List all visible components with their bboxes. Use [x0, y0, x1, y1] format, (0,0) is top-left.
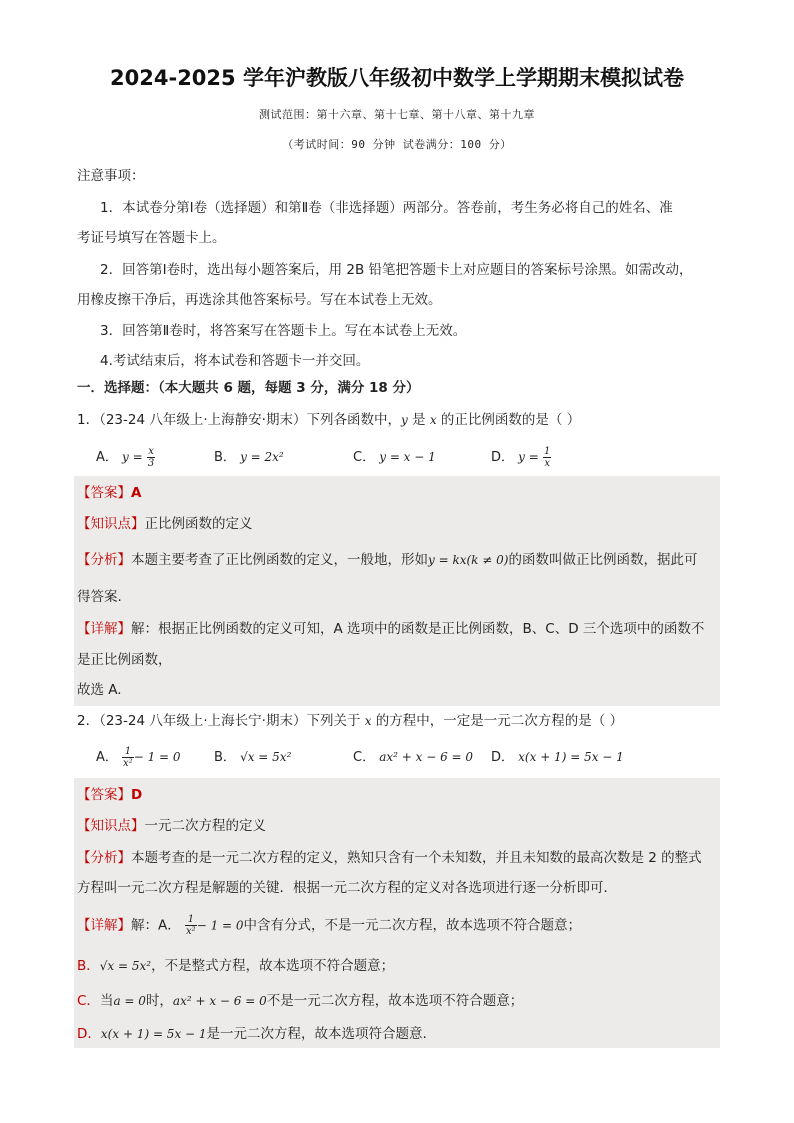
q2-option-a [96, 746, 181, 769]
q1-option-a-fraction [147, 446, 155, 469]
section-heading: 一．选择题：（本大题共 6 题，每题 3 分，满分 18 分） [77, 380, 420, 396]
q2-option-a-label: A． [96, 750, 118, 765]
q1-detail-a [77, 619, 717, 639]
q1-answer [77, 483, 717, 503]
q2-detail-a-fraction [185, 914, 197, 937]
q1-detail-text-a: 解：根据正比例函数的定义可知，A 选项中的函数是正比例函数，B、C、D 三个选项中的函数不 [131, 621, 705, 637]
q1-option-c-label: C． [353, 450, 376, 465]
q1-stem [77, 410, 717, 430]
q2-detail-c-label: C． [77, 993, 100, 1009]
q2-detail-c [77, 991, 717, 1011]
q2-knowledge-tag: 【知识点】 [77, 818, 145, 834]
q2-detail-a-den: x² [186, 926, 196, 937]
q2-detail-d-label: D． [77, 1026, 101, 1042]
q2-detail-c-post: 不是一元二次方程，故本选项不符合题意； [266, 993, 524, 1009]
q1-option-b-label: B． [214, 450, 236, 465]
q2-option-b-expr: √x = 5x² [240, 750, 292, 764]
exam-time: （考试时间：90 分钟 试卷满分：100 分） [282, 138, 512, 151]
q2-knowledge-value: 一元二次方程的定义 [144, 818, 266, 834]
page-title: 2024-2025 学年沪教版八年级初中数学上学期期末模拟试卷 [110, 66, 684, 90]
q2-detail-c-pre: 当 [99, 993, 114, 1009]
q2-detail-c-math1: a = 0 [113, 994, 146, 1008]
q2-stem [77, 711, 717, 731]
q2-detail-d-math: x(x + 1) = 5x − 1 [100, 1027, 207, 1041]
q2-detail-a-post: 中含有分式，不是一元二次方程，故本选项不符合题意； [243, 917, 582, 934]
q2-analysis-tag: 【分析】 [77, 850, 131, 866]
q2-stem-x: x [364, 714, 372, 728]
q2-answer-tag: 【答案】 [77, 787, 131, 803]
q1-option-a-label: A． [96, 450, 118, 465]
q1-options [96, 446, 696, 468]
q2-detail-a-num: 1 [185, 914, 197, 926]
q2-detail-b-math: √x = 5x² [99, 959, 152, 973]
q1-analysis-a [77, 550, 717, 570]
q1-detail-b: 是正比例函数， [77, 652, 172, 668]
q1-stem-y: y [400, 413, 408, 427]
q1-knowledge-value: 正比例函数的定义 [144, 516, 253, 532]
q1-option-a [96, 446, 155, 469]
q1-option-a-num: x [148, 446, 154, 457]
q2-option-d [491, 746, 624, 765]
q2-detail-a [77, 914, 717, 937]
q1-answer-value: A [131, 485, 142, 501]
notice-3: 3．回答第Ⅱ卷时，将答案写在答题卡上。写在本试卷上无效。 [100, 323, 467, 339]
q2-option-c-label: C． [353, 750, 376, 765]
notice-1a: 1．本试卷分第Ⅰ卷（选择题）和第Ⅱ卷（非选择题）两部分。答卷前，考生务必将自己的姓名、准 [100, 200, 673, 216]
q2-stem-post: 的方程中，一定是一元二次方程的是（ ） [371, 713, 624, 729]
q2-option-b [214, 746, 291, 765]
q1-option-d [491, 446, 551, 469]
q2-option-b-label: B． [214, 750, 236, 765]
q2-detail-tag: 【详解】 [77, 917, 131, 934]
q1-knowledge-tag: 【知识点】 [77, 516, 145, 532]
q2-detail-a-pre: 解：A． [131, 917, 181, 934]
q1-stem-post: 的正比例函数的是（ ） [436, 412, 581, 428]
q2-detail-b-post: ，不是整式方程，故本选项不符合题意； [151, 958, 395, 974]
notice-2a: 2．回答第Ⅰ卷时，选出每小题答案后，用 2B 铅笔把答题卡上对应题目的答案标号涂黑。如需改动， [100, 262, 693, 278]
q2-option-d-expr: x(x + 1) = 5x − 1 [518, 750, 624, 764]
q2-analysis-a [77, 848, 717, 868]
q1-option-b-expr: y = 2x² [240, 450, 284, 464]
q1-option-c-expr: y = x − 1 [379, 450, 436, 464]
notice-4: 4.考试结束后，将本试卷和答题卡一并交回。 [100, 353, 370, 369]
q2-knowledge [77, 816, 717, 836]
q1-option-c [353, 446, 436, 465]
q2-analysis-text-a: 本题考查的是一元二次方程的定义，熟知只含有一个未知数，并且未知数的最高次数是 2 的整式 [131, 850, 702, 866]
notice-1b: 考证号填写在答题卡上。 [77, 230, 226, 246]
q1-option-d-fraction [543, 446, 551, 469]
q1-detail-tag: 【详解】 [77, 621, 131, 637]
q2-option-a-num: 1 [122, 746, 134, 758]
q1-option-b [214, 446, 284, 465]
q1-option-d-num: 1 [543, 446, 551, 457]
q1-answer-tag: 【答案】 [77, 485, 131, 501]
q1-option-d-label: D． [491, 450, 515, 465]
q2-option-c [353, 746, 473, 765]
q1-detail-c: 故选 A. [77, 682, 122, 698]
notice-2b: 用橡皮擦干净后，再选涂其他答案标号。写在本试卷上无效。 [77, 292, 442, 308]
q2-option-a-tail: − 1 = 0 [133, 750, 181, 764]
q2-answer-value: D [131, 787, 143, 803]
q1-knowledge [77, 514, 717, 534]
q1-stem-x: x [429, 413, 437, 427]
q2-answer [77, 785, 717, 805]
q2-detail-b [77, 956, 717, 976]
q1-analysis-text-b: 的函数叫做正比例函数，据此可 [508, 552, 698, 568]
q1-analysis-tag: 【分析】 [77, 552, 131, 568]
q1-option-a-den: 3 [147, 458, 155, 469]
q2-analysis-b: 方程叫一元二次方程是解题的关键．根据一元二次方程的定义对各选项进行逐一分析即可． [77, 880, 617, 896]
q2-option-a-fraction [122, 746, 134, 769]
q1-analysis-math: y = kx(k ≠ 0) [428, 553, 509, 567]
q2-detail-d-post: 是一元二次方程，故本选项符合题意. [206, 1026, 427, 1042]
notice-heading: 注意事项： [77, 168, 145, 184]
q2-option-d-label: D． [491, 750, 515, 765]
q1-stem-mid: 是 [407, 412, 430, 428]
q2-detail-a-math: − 1 = 0 [196, 918, 244, 933]
q2-detail-c-math2: ax² + x − 6 = 0 [172, 994, 267, 1008]
q1-analysis-c: 得答案. [77, 589, 122, 605]
q1-option-d-den: x [544, 458, 550, 469]
q2-detail-b-label: B． [77, 958, 100, 974]
q2-option-a-den: x² [123, 758, 133, 769]
q2-detail-c-mid: 时， [145, 993, 173, 1009]
q2-stem-pre: 2．（23-24 八年级上·上海长宁·期末）下列关于 [77, 713, 365, 729]
q1-stem-pre: 1．（23-24 八年级上·上海静安·期末）下列各函数中， [77, 412, 401, 428]
test-scope: 测试范围：第十六章、第十七章、第十八章、第十九章 [259, 108, 535, 121]
q1-analysis-text-a: 本题主要考查了正比例函数的定义，一般地，形如 [131, 552, 428, 568]
q1-option-d-lhs: y = [518, 450, 539, 464]
q2-option-c-expr: ax² + x − 6 = 0 [379, 750, 474, 764]
q1-option-a-lhs: y = [122, 450, 143, 464]
q2-detail-d [77, 1024, 717, 1044]
q2-options [96, 746, 696, 768]
